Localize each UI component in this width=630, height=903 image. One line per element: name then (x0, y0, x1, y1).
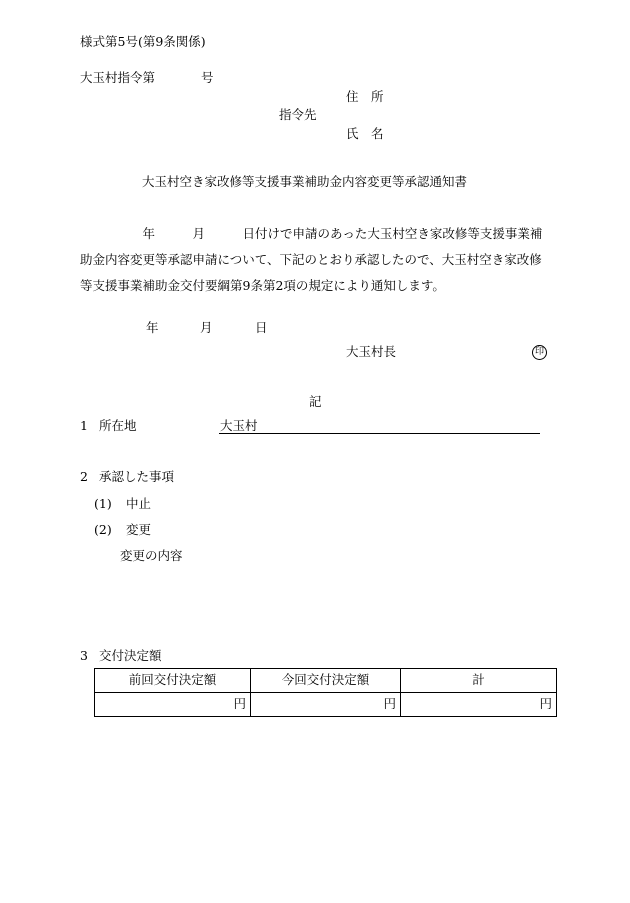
section-2-number: 2 (80, 469, 88, 484)
ki-heading: 記 (309, 394, 322, 409)
recipient-name-label: 氏 名 (346, 126, 384, 141)
order-number-suffix: 号 (201, 70, 214, 85)
table-row (95, 693, 557, 717)
form-label: 様式第5号(第9条関係) (80, 34, 206, 49)
item-2-label: 変更 (126, 522, 152, 537)
item-2-number: (2) (94, 522, 112, 537)
section-1-label: 所在地 (99, 418, 137, 433)
section-3-label: 交付決定額 (99, 648, 162, 663)
order-number-prefix: 大玉村指令第 (80, 70, 156, 85)
change-content-label: 変更の内容 (120, 548, 183, 563)
issuer-title: 大玉村長 (346, 344, 397, 359)
document-title: 大玉村空き家改修等支援事業補助金内容変更等承認通知書 (142, 174, 468, 189)
table-header-row (95, 669, 557, 693)
location-value: 大玉村 (220, 418, 258, 433)
section-3-number: 3 (80, 648, 88, 663)
previous-amount-header: 前回交付決定額 (95, 669, 251, 693)
current-amount-header: 今回交付決定額 (251, 669, 401, 693)
date-year: 年 (146, 320, 159, 335)
current-amount-cell: 円 (251, 693, 401, 717)
total-cell: 円 (401, 693, 557, 717)
date-day: 日 (255, 320, 268, 335)
item-1-number: (1) (94, 496, 112, 511)
recipient-to-label: 指令先 (279, 107, 317, 122)
recipient-address-label: 住 所 (346, 89, 384, 104)
seal-mark: 印 (532, 345, 547, 360)
previous-amount-cell: 円 (95, 693, 251, 717)
section-2-label: 承認した事項 (99, 469, 175, 484)
location-underline (219, 433, 540, 434)
date-month: 月 (200, 320, 213, 335)
section-1-number: 1 (80, 418, 88, 433)
total-header: 計 (401, 669, 557, 693)
body-paragraph: 年 月 日付けで申請のあった大玉村空き家改修等支援事業補助金内容変更等承認申請について、下記のとおり承認したので、大玉村空き家改修等支援事業補助金交付要綱第9条第2項の規定により通知します。 (80, 226, 543, 293)
grant-amount-table (94, 668, 557, 717)
item-1-label: 中止 (126, 496, 152, 511)
